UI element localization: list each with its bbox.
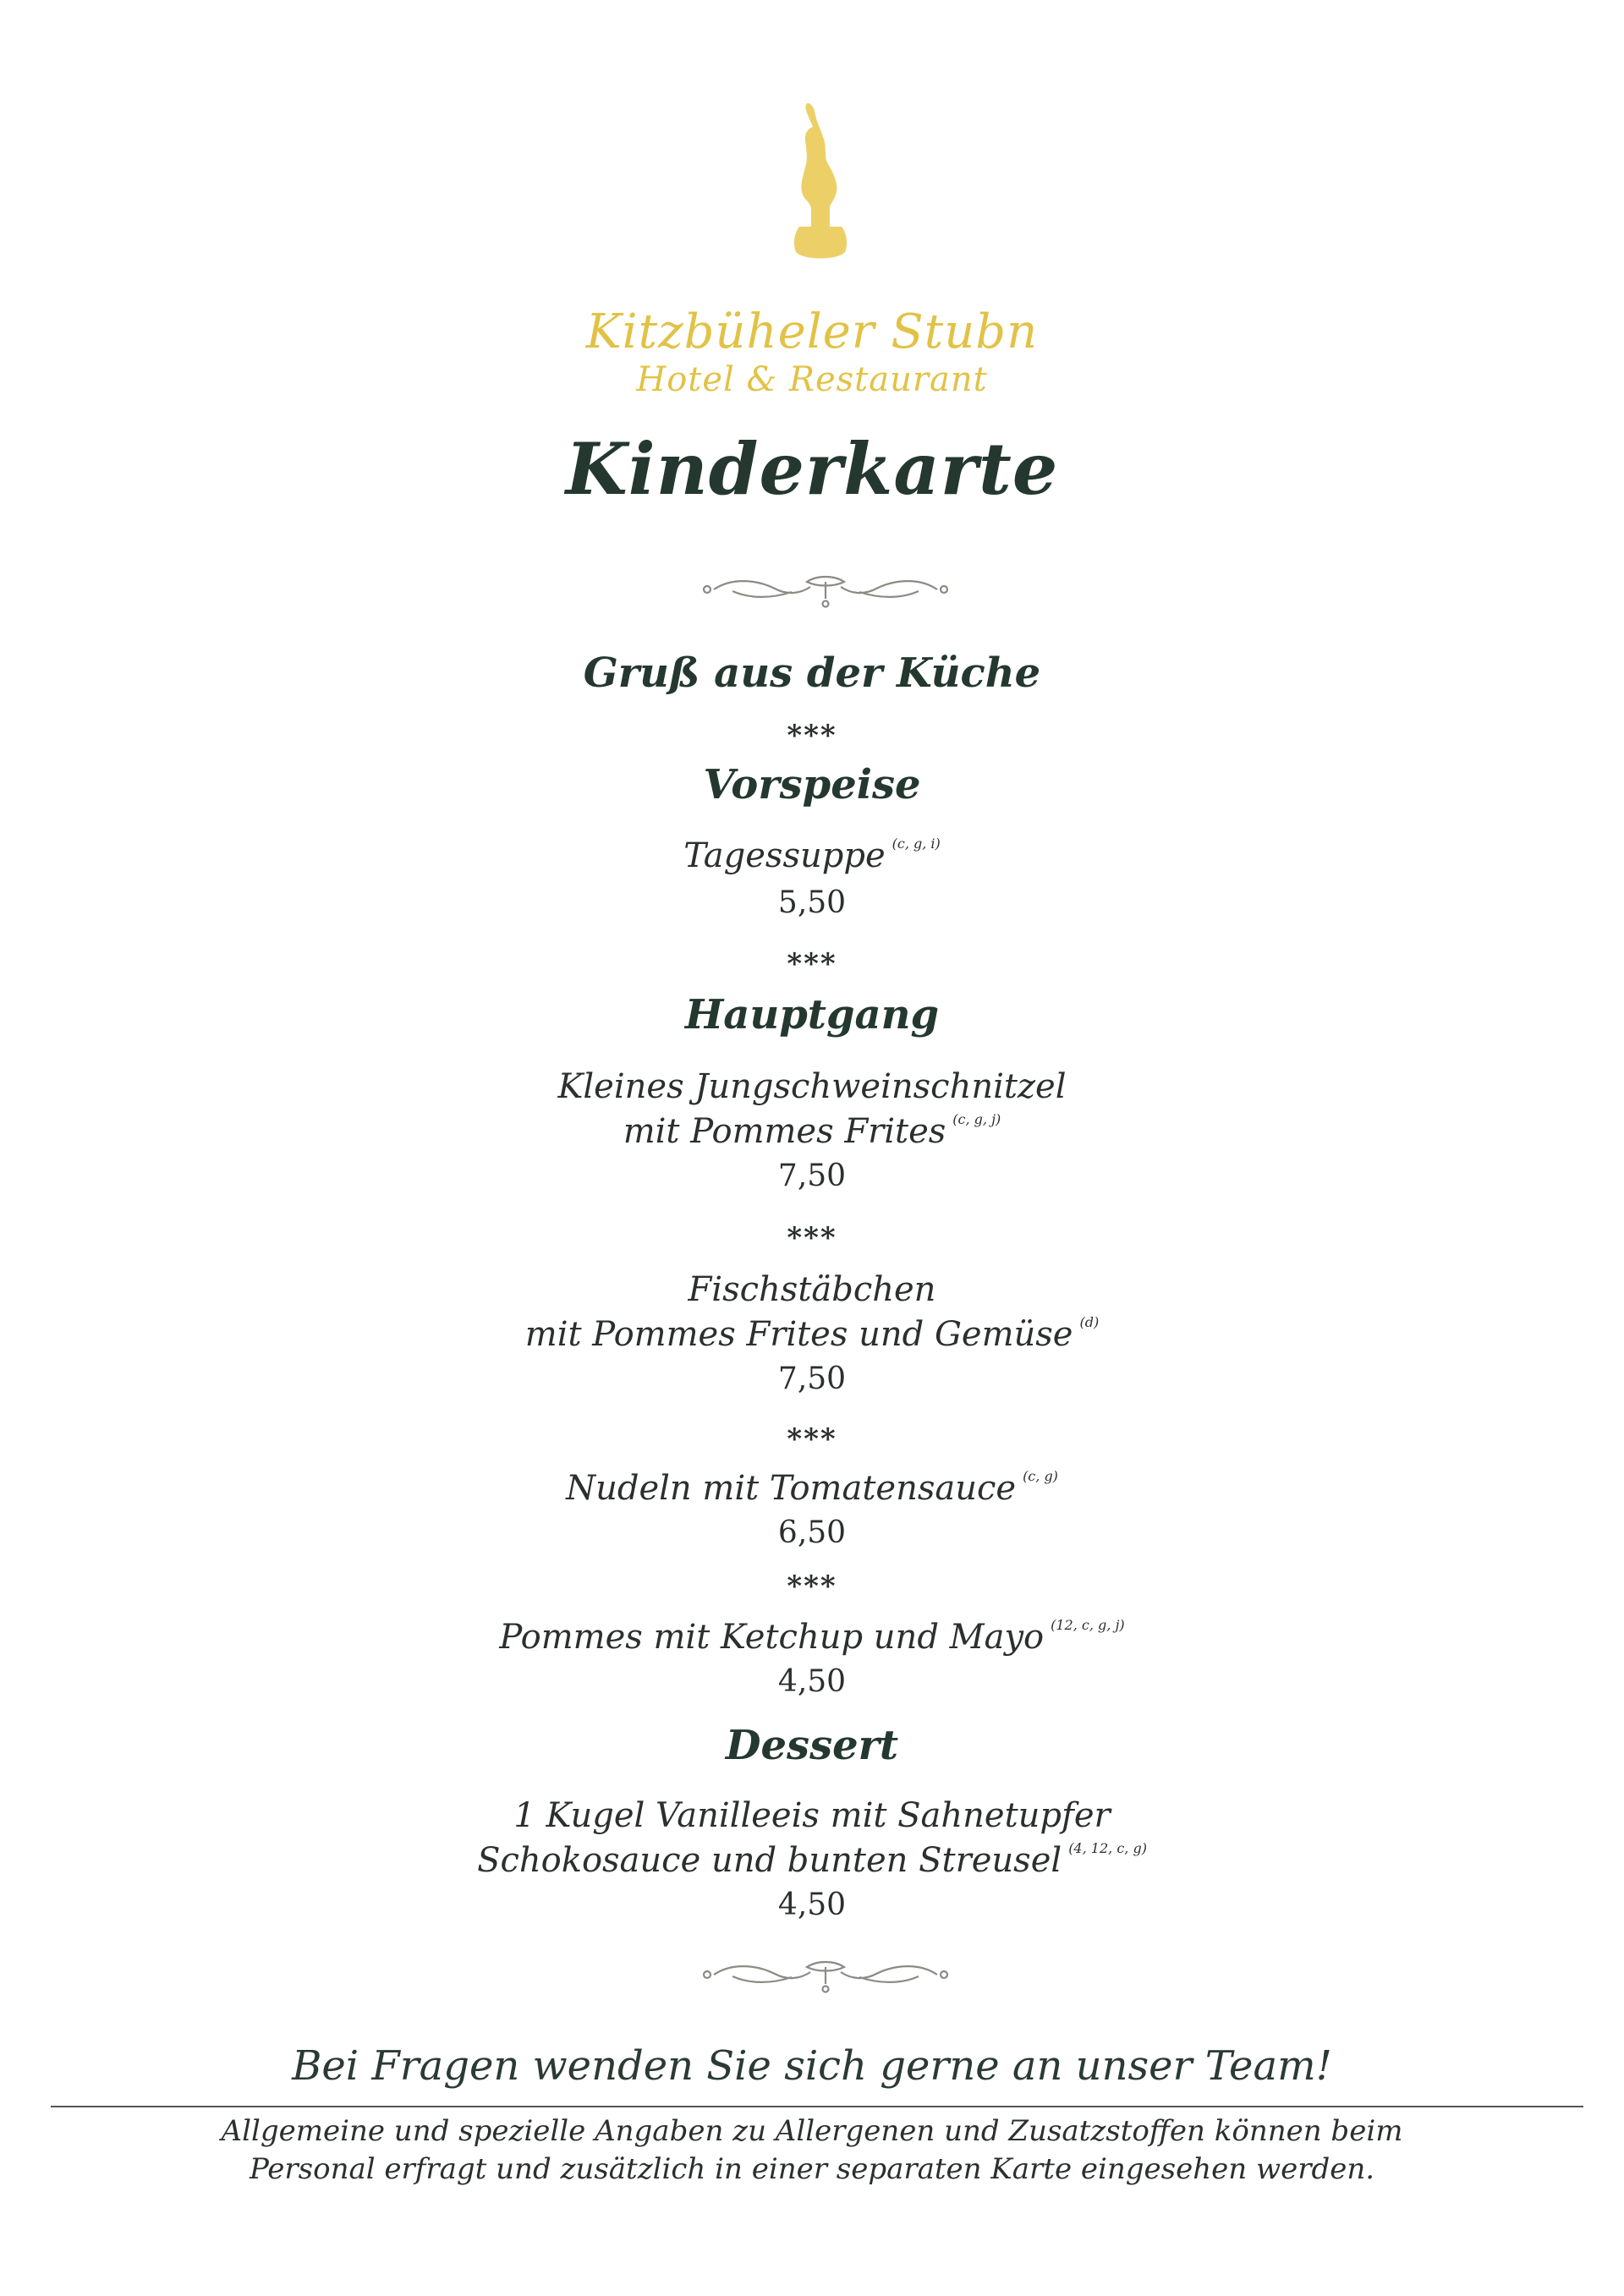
dish-line bbox=[0, 1468, 1624, 1508]
dish-name: mit Pommes Frites und Gemüse bbox=[524, 1315, 1073, 1354]
dish-line: Kleines Jungschweinschnitzel bbox=[557, 1067, 1067, 1106]
dish-line bbox=[0, 1617, 1624, 1657]
separator: *** bbox=[787, 1221, 837, 1255]
ornament-divider-bottom bbox=[699, 1954, 952, 1996]
separator: *** bbox=[787, 1570, 837, 1603]
dish-line bbox=[0, 1314, 1624, 1354]
allergen-codes: (c, g, i) bbox=[892, 836, 941, 852]
dish-line bbox=[0, 1840, 1624, 1880]
ornament-divider-top bbox=[699, 568, 952, 611]
allergen-codes: (c, g) bbox=[1023, 1468, 1058, 1484]
price: 7,50 bbox=[777, 1159, 847, 1193]
price: 6,50 bbox=[777, 1515, 847, 1550]
price: 4,50 bbox=[777, 1664, 847, 1699]
section-main: Hauptgang bbox=[684, 991, 940, 1038]
allergen-note-line2: Personal erfragt und zusätzlich in einer separaten Karte eingesehen werden. bbox=[249, 2152, 1375, 2186]
dish-name: Tagessuppe bbox=[683, 836, 886, 875]
page-title: Kinderkarte bbox=[565, 427, 1059, 511]
dish-line: Fischstäbchen bbox=[688, 1270, 936, 1309]
section-dessert: Dessert bbox=[725, 1722, 899, 1769]
brand-subtitle: Hotel & Restaurant bbox=[636, 360, 988, 399]
allergen-codes: (12, c, g, j) bbox=[1051, 1617, 1125, 1633]
separator: *** bbox=[787, 719, 837, 753]
dish-name: Nudeln mit Tomatensauce bbox=[566, 1469, 1017, 1508]
golden-chamois-statue-icon bbox=[774, 100, 867, 269]
price: 5,50 bbox=[777, 885, 847, 920]
dish-line: 1 Kugel Vanilleeis mit Sahnetupfer bbox=[513, 1796, 1111, 1835]
allergen-note-line1: Allgemeine und spezielle Angaben zu Allergenen und Zusatzstoffen können beim bbox=[221, 2114, 1403, 2148]
dish-name: mit Pommes Frites bbox=[623, 1112, 946, 1151]
dish-name: Schokosauce und bunten Streusel bbox=[477, 1841, 1062, 1880]
allergen-codes: (4, 12, c, g) bbox=[1068, 1840, 1147, 1856]
dish-starter bbox=[0, 836, 1624, 875]
dish-line bbox=[0, 1111, 1624, 1151]
footer-question: Bei Fragen wenden Sie sich gerne an unser Team! bbox=[292, 2042, 1332, 2090]
brand-name: Kitzbüheler Stubn bbox=[585, 304, 1039, 359]
divider-line bbox=[51, 2106, 1583, 2107]
section-greeting: Gruß aus der Küche bbox=[583, 649, 1041, 697]
separator: *** bbox=[787, 947, 837, 981]
section-starter: Vorspeise bbox=[703, 761, 921, 808]
price: 4,50 bbox=[777, 1888, 847, 1922]
allergen-codes: (c, g, j) bbox=[952, 1111, 1001, 1127]
allergen-codes: (d) bbox=[1079, 1314, 1100, 1330]
dish-name: Pommes mit Ketchup und Mayo bbox=[499, 1618, 1045, 1657]
price: 7,50 bbox=[777, 1362, 847, 1396]
separator: *** bbox=[787, 1422, 837, 1456]
